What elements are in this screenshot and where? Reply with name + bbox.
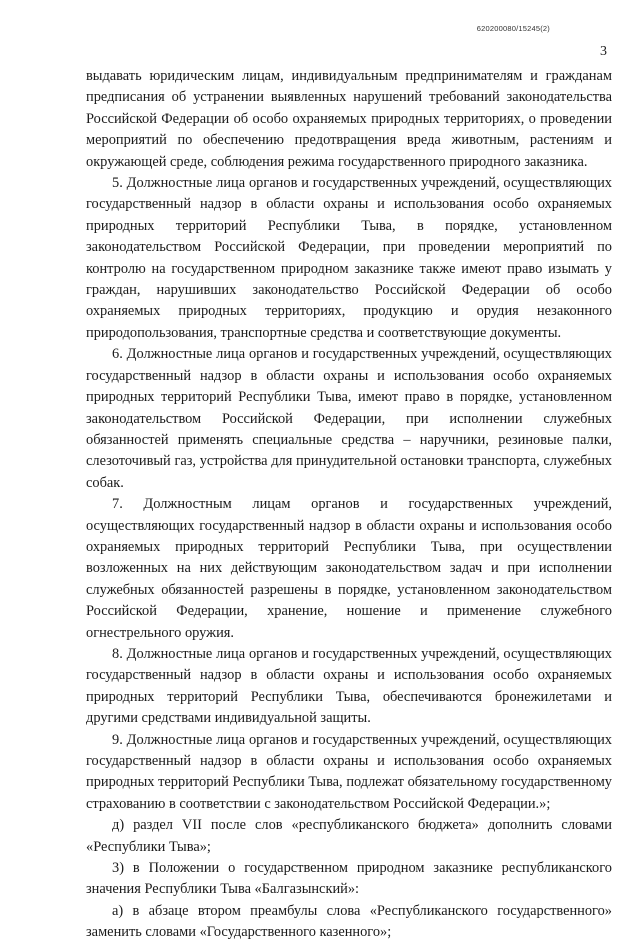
paragraph-subitem-a: а) в абзаце втором преамбулы слова «Республиканского государственного» заменить словами «Государственного казенного»;: [86, 902, 612, 941]
paragraph-continuation: выдавать юридическим лицам, индивидуальным предпринимателям и гражданам предписания об устранении выявленных нарушений требований законодательства Российской Федерации об особо охраняемых природных территориях, о проведении мероприятий по обеспечению предотвращения вреда животным, растениям и окружающей среде, соблюдения режима государственного природного заказника.: [86, 68, 612, 170]
paragraph-item-7: 7. Должностным лицам органов и государственных учреждений, осуществляющих государственный надзор в области охраны и использования особо охраняемых природных территорий Республики Тыва, при осуществлении возложенных на них действующим законодательством задач и при исполнении служебных обязанностей разрешены в порядке, установленном законодательством Российской Федерации, хранение, ношение и применение служебного огнестрельного оружия.: [86, 496, 612, 641]
paragraph-subitem-d: д) раздел VII после слов «республиканского бюджета» дополнить словами «Республики Тыва»;: [86, 817, 612, 855]
paragraph-item-8: 8. Должностные лица органов и государственных учреждений, осуществляющих государственный надзор в области охраны и использования особо охраняемых природных территорий Республики Тыва, обеспечиваются бронежилетами и другими средствами индивидуальной защиты.: [86, 645, 612, 727]
paragraph-item-5: 5. Должностные лица органов и государственных учреждений, осуществляющих государственный надзор в области охраны и использования особо охраняемых природных территорий Республики Тыва, в порядке, установленном законодательством Российской Федерации, при проведении мероприятий по контролю на государственном природном заказнике также имеют право изымать у граждан, нарушивших законодательство Российской Федерации об особо охраняемых природных территориях, продукцию и орудия незаконного природопользования, транспортные средства и соответствующие документы.: [86, 175, 612, 341]
document-id: 620200080/15245(2): [476, 24, 550, 33]
paragraph-item-3: 3) в Положении о государственном природном заказнике республиканского значения Республики Тыва «Балгазынский»:: [86, 860, 612, 898]
document-body: [86, 66, 612, 944]
page-number: 3: [600, 44, 607, 59]
paragraph-item-9: 9. Должностные лица органов и государственных учреждений, осуществляющих государственный надзор в области охраны и использования особо охраняемых природных территорий Республики Тыва, подлежат обязательному государственному страхованию в соответствии с законодательством Российской Федерации.»;: [86, 731, 612, 812]
paragraph-item-6: 6. Должностные лица органов и государственных учреждений, осуществляющих государственный надзор в области охраны и использования особо охраняемых природных территорий Республики Тыва, имеют право в порядке, установленном законодательством Российской Федерации, при исполнении служебных обязанностей применять специальные средства – наручники, резиновые палки, слезоточивый газ, устройства для принудительной остановки транспорта, служебных собак.: [86, 346, 612, 491]
